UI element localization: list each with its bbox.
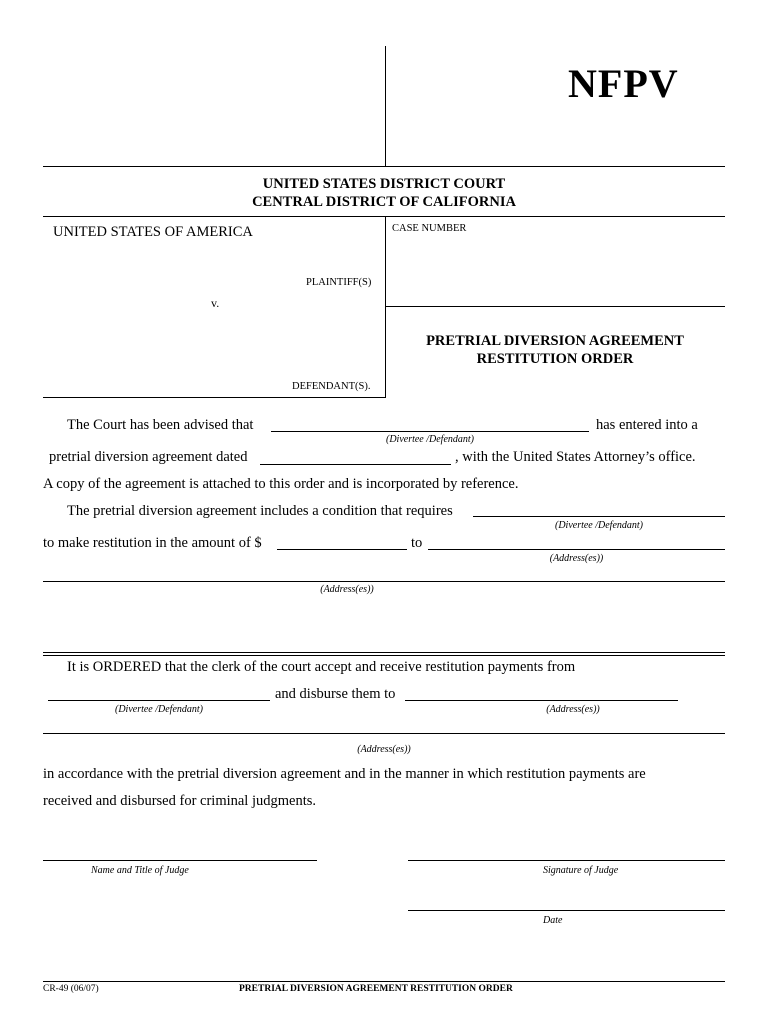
judge-name-title-field[interactable] <box>43 860 317 861</box>
payee-address-field-2[interactable] <box>43 581 725 582</box>
case-number-rule <box>385 306 725 307</box>
p3-closing-line2: received and disbursed for criminal judgments. <box>43 793 317 809</box>
caption-divider-top <box>385 46 386 166</box>
p2-line2-mid: to <box>411 535 423 551</box>
court-name: UNITED STATES DISTRICT COURT <box>262 176 506 192</box>
p1-lead: The Court has been advised that <box>67 417 254 433</box>
judge-signature-field[interactable] <box>408 860 725 861</box>
p1-line2-lead: pretrial diversion agreement dated <box>49 449 248 465</box>
divertee-field-3[interactable] <box>48 700 270 701</box>
versus: v. <box>211 296 220 310</box>
judge-signature-caption: Signature of Judge <box>543 865 619 876</box>
address-caption-1: (Address(es)) <box>549 553 604 564</box>
p3-closing-line1: in accordance with the pretrial diversion agreement and in the manner in which restitution payments are <box>43 766 646 782</box>
address-caption-3: (Address(es)) <box>546 704 600 715</box>
date-caption: Date <box>543 915 563 926</box>
footer-rule <box>43 981 725 982</box>
footer-form-id: CR-49 (06/07) <box>43 984 99 994</box>
p1-line2-tail: , with the United States Attorney’s office. <box>455 449 696 465</box>
p1-tail: has entered into a <box>596 417 698 433</box>
order-title-line1: PRETRIAL DIVERSION AGREEMENT <box>426 333 684 349</box>
restitution-amount-field[interactable] <box>277 549 407 550</box>
disburse-address-field-1[interactable] <box>405 700 678 701</box>
judge-name-title-caption: Name and Title of Judge <box>91 865 189 876</box>
p2-line2-lead: to make restitution in the amount of $ <box>43 535 262 551</box>
caption-bottom-rule <box>43 397 386 398</box>
divertee-caption-2: (Divertee /Defendant) <box>554 520 644 531</box>
date-field[interactable] <box>408 910 725 911</box>
agreement-date-field[interactable] <box>260 464 451 465</box>
header-rule <box>43 166 725 167</box>
address-caption-2: (Address(es)) <box>320 584 374 595</box>
section-double-rule-bottom <box>43 655 725 656</box>
p3-lead: It is ORDERED that the clerk of the court accept and receive restitution payments from <box>67 659 576 675</box>
plaintiff-name: UNITED STATES OF AMERICA <box>53 224 253 240</box>
address-caption-4: (Address(es)) <box>357 744 411 755</box>
section-double-rule-top <box>43 652 725 653</box>
p3-mid: and disburse them to <box>275 686 396 702</box>
defendant-label: DEFENDANT(S). <box>292 381 371 392</box>
disburse-address-field-2[interactable] <box>43 733 725 734</box>
caption-top-rule <box>43 216 725 217</box>
court-district: CENTRAL DISTRICT OF CALIFORNIA <box>252 194 516 210</box>
p2-lead: The pretrial diversion agreement includes a condition that requires <box>67 503 453 519</box>
divertee-caption-1: (Divertee /Defendant) <box>385 434 475 445</box>
p1-line3: A copy of the agreement is attached to this order and is incorporated by reference. <box>43 476 519 492</box>
divertee-field-1[interactable] <box>271 431 589 432</box>
order-title-line2: RESTITUTION ORDER <box>476 351 634 367</box>
form-code: NFPV <box>568 61 679 106</box>
divertee-caption-3: (Divertee /Defendant) <box>114 704 204 715</box>
footer-form-title: PRETRIAL DIVERSION AGREEMENT RESTITUTION ORDER <box>239 984 513 994</box>
payee-address-field-1[interactable] <box>428 549 725 550</box>
plaintiff-label: PLAINTIFF(S) <box>306 277 372 288</box>
divertee-field-2[interactable] <box>473 516 725 517</box>
case-number-label: CASE NUMBER <box>392 223 467 234</box>
